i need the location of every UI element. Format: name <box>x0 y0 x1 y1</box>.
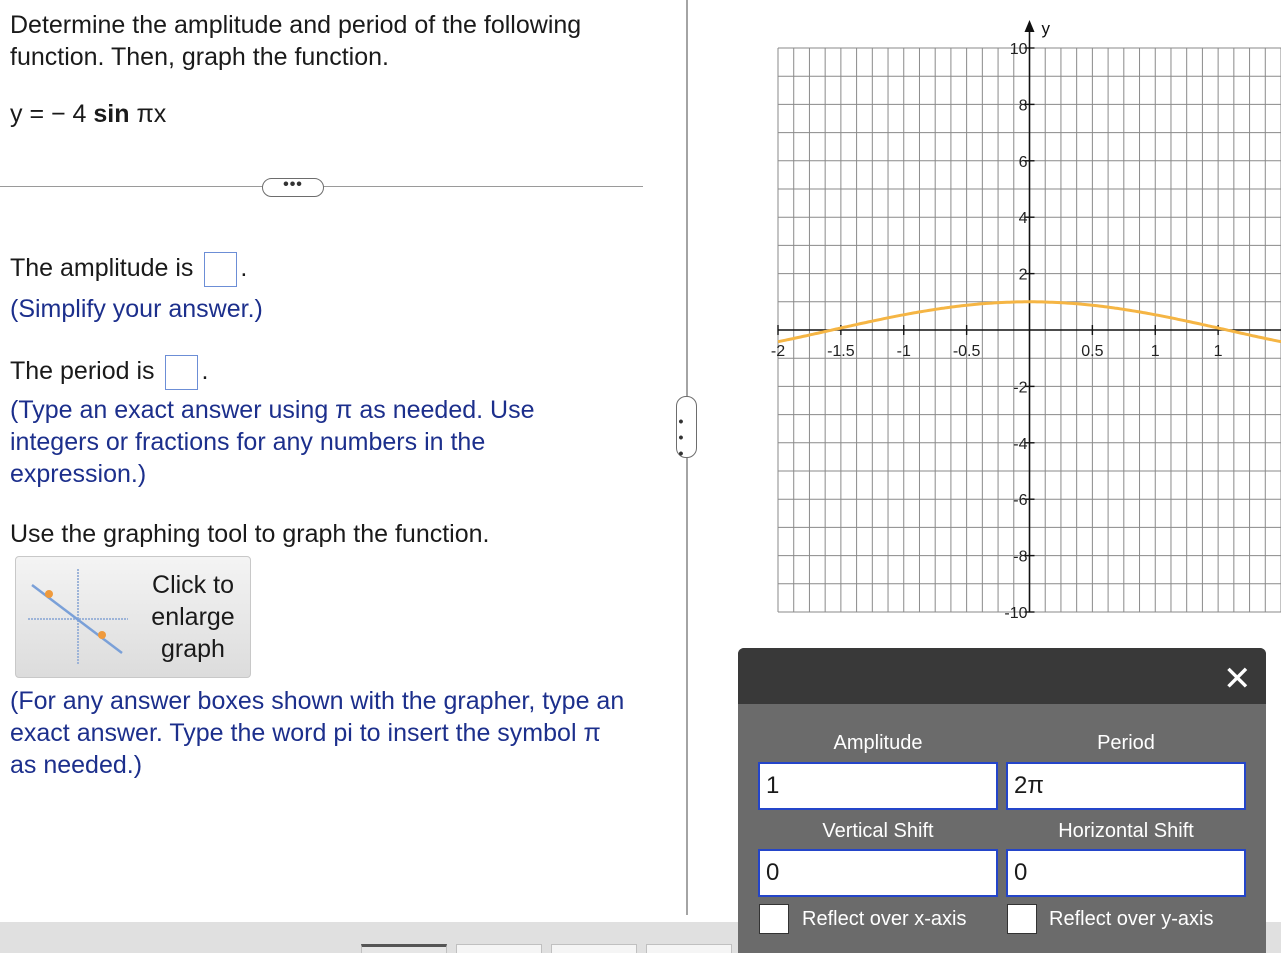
x-tick-label: 0.5 <box>1081 343 1104 360</box>
y-tick-label: -8 <box>1013 548 1028 566</box>
amplitude-field-label: Amplitude <box>833 732 923 754</box>
y-tick-label: -4 <box>1013 435 1028 453</box>
y-tick-label: -2 <box>1013 379 1028 397</box>
x-tick-label: -1 <box>896 343 911 360</box>
period-input[interactable]: 2π <box>1006 762 1246 810</box>
y-axis-label: y <box>1041 19 1050 38</box>
question-prompt: Determine the amplitude and period of the following function. Then, graph the function. <box>10 11 582 71</box>
enlarge-label-line2: enlarge <box>151 603 235 631</box>
y-tick-label: -6 <box>1013 492 1028 510</box>
amplitude-answer-box[interactable] <box>204 252 237 287</box>
reflect-x-checkbox[interactable] <box>759 904 789 934</box>
reflect-x-label: Reflect over x-axis <box>802 908 967 930</box>
bottom-tab-4[interactable] <box>646 944 732 953</box>
graph-axes <box>778 19 1281 612</box>
vertical-shift-input[interactable]: 0 <box>758 849 998 897</box>
amplitude-label: The amplitude is <box>10 254 194 283</box>
close-icon[interactable]: ✕ <box>1223 660 1252 698</box>
x-tick-label: -2 <box>770 343 786 360</box>
bottom-tab-2[interactable] <box>456 944 542 953</box>
y-tick-label: 2 <box>1018 266 1028 284</box>
reflect-y-checkbox[interactable] <box>1007 904 1037 934</box>
amplitude-question <box>10 252 263 325</box>
bottom-tab-3[interactable] <box>551 944 637 953</box>
period-question <box>10 355 208 390</box>
show-more-button[interactable]: ••• <box>262 178 324 197</box>
period-answer-box[interactable] <box>165 355 198 390</box>
period-terminator: . <box>201 357 209 386</box>
x-tick-label: -1.5 <box>827 343 855 360</box>
enlarge-label <box>138 569 248 665</box>
formula-prefix: y = − 4 <box>10 100 94 128</box>
graph-thumbnail-icon <box>28 569 128 667</box>
y-tick-label: 4 <box>1018 210 1028 228</box>
y-tick-label: 6 <box>1018 153 1028 171</box>
splitter-handle-dots: ••• <box>673 413 689 461</box>
function-formula <box>10 98 166 130</box>
amplitude-terminator: . <box>240 254 248 283</box>
period-field-label: Period <box>1097 732 1155 754</box>
formula-sin: sin <box>93 100 130 128</box>
enlarge-label-line3: graph <box>161 635 225 663</box>
grapher-note: (For any answer boxes shown with the grapher, type an exact answer. Type the word pi to insert the symbol π as needed.) <box>10 687 625 779</box>
horizontal-shift-label: Horizontal Shift <box>1058 820 1194 842</box>
vertical-shift-label: Vertical Shift <box>822 820 934 842</box>
y-axis-arrow-icon <box>1025 20 1035 32</box>
enlarge-label-line1: Click to <box>152 571 234 599</box>
panel-header <box>738 648 1266 704</box>
bottom-tab-1[interactable] <box>361 944 447 953</box>
formula-suffix: πx <box>129 100 167 128</box>
y-tick-label: 10 <box>1009 41 1028 58</box>
reflect-y-label: Reflect over y-axis <box>1049 908 1214 930</box>
x-tick-label: -0.5 <box>952 343 981 360</box>
y-tick-label: -10 <box>1004 605 1028 622</box>
y-tick-label: 8 <box>1018 97 1028 115</box>
graph-parameters-panel <box>738 648 1266 953</box>
coordinate-graph[interactable] <box>700 0 1281 640</box>
splitter-handle[interactable] <box>673 396 697 461</box>
period-label: The period is <box>10 357 155 386</box>
enlarge-graph-button[interactable] <box>15 556 251 678</box>
horizontal-shift-input[interactable]: 0 <box>1006 849 1246 897</box>
x-tick-label: 1 <box>1213 343 1223 360</box>
amplitude-input[interactable]: 1 <box>758 762 998 810</box>
amplitude-hint: (Simplify your answer.) <box>10 295 263 323</box>
period-hint: (Type an exact answer using π as needed. Use integers or fractions for any numbers in the expression.) <box>10 396 535 488</box>
x-tick-label: 1 <box>1150 343 1160 360</box>
graph-instruction: Use the graphing tool to graph the function. <box>10 520 490 548</box>
